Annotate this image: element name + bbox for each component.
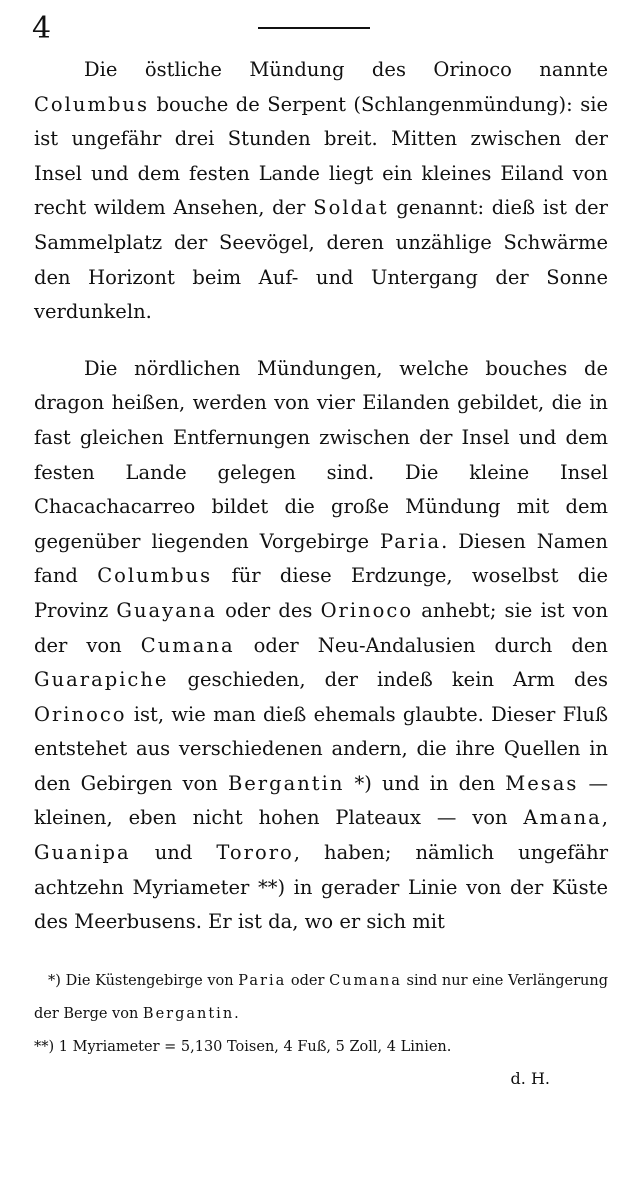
paragraph-2-text-8: ist, wie man dieß ehemals glaubte. Dieser Fluß entstehet aus verschiedenen andern, die ihre Quellen in den Gebirgen von (34, 702, 608, 795)
paragraph-2-text-1: Die nördlichen Mündungen, welche bouches de dragon heißen, werden von vier Eilanden gebildet, die in fast gleichen Entfernungen zwischen der Insel und dem festen Lande gelegen sind. Die kleine Insel Chacachacarreo bildet die große Mündung mit dem gegenüber liegenden Vorgebirge (34, 356, 608, 553)
paragraph-1-name-columbus: Columbus (34, 92, 149, 116)
paragraph-2-name-bergantin: Bergantin (227, 771, 345, 795)
paragraph-2-name-guarapiche: Guarapiche (34, 668, 169, 692)
paragraph-2-name-guayana: Guayana (116, 598, 218, 622)
paragraph-2-text-3: für diese Erdzunge, woselbst die Provinz (34, 564, 608, 622)
paragraph-2-sep-1: , (601, 806, 608, 830)
paragraph-2-text-7: geschieden, der indeß kein Arm des (168, 668, 608, 692)
footnotes (34, 965, 608, 1094)
body-text (34, 53, 608, 940)
paragraph-2-name-tororo: Tororo (216, 841, 294, 865)
paragraph-1-name-soldat: Soldat (313, 196, 389, 220)
footnote-1-name-bergantin: Bergantin (142, 1006, 235, 1022)
paragraph-2-name-orinoco: Orinoco (320, 598, 414, 622)
footnote-1-text-4: . (234, 1006, 239, 1022)
header-rule (258, 27, 370, 29)
paragraph-2-name-guanipa: Guanipa (34, 841, 131, 865)
footnote-signature: d. H. (510, 1069, 550, 1088)
paragraph-2-name-mesas: Mesas (505, 771, 579, 795)
paragraph-2-sep-2: und (130, 841, 217, 865)
paragraph-2-text-9: *) und in den (344, 771, 506, 795)
paragraph-2-name-paria: Paria (380, 529, 442, 553)
page-number: 4 (32, 11, 52, 46)
footnote-1-name-paria: Paria (238, 973, 287, 989)
paragraph-2-name-columbus: Columbus (97, 564, 213, 588)
footnote-1-text-1: *) Die Küstengebirge von (48, 973, 239, 989)
paragraph-1-text-3: genannt: dieß ist der Sammelplatz der Seevögel, deren unzählige Schwärme den Horizont beim Auf- und Untergang der Sonne verdunkeln. (34, 196, 608, 324)
paragraph-2-name-cumana: Cumana (140, 633, 235, 657)
paragraph-2 (34, 352, 608, 940)
paragraph-2-text-5: anhebt; sie ist von der von (34, 598, 608, 657)
paragraph-2-text-10: — kleinen, eben nicht hohen Plateaux — von (34, 771, 609, 830)
footnote-1-name-cumana: Cumana (329, 973, 402, 989)
footnote-1 (34, 965, 608, 1031)
paragraph-2-text-6: oder Neu-Andalusien durch den (234, 633, 608, 657)
paragraph-2-name-amana: Amana (523, 806, 602, 830)
paragraph-2-name-orinoco-2: Orinoco (34, 702, 127, 726)
paragraph-2-text-11: , haben; nämlich ungefähr achtzehn Myriameter **) in gerader Linie von der Küste des Meerbusens. Er ist da, wo er sich mit (34, 841, 609, 934)
paragraph-2-text-2: . Diesen Namen fand (34, 529, 608, 588)
paragraph-1-text-1: Die östliche Mündung des Orinoco nannte (84, 58, 608, 81)
footnote-2: **) 1 Myriameter = 5,130 Toisen, 4 Fuß, 5 Zoll, 4 Linien. (34, 1039, 452, 1055)
paragraph-2-text-4: oder des (217, 598, 321, 622)
paragraph-1-text-2: bouche de Serpent (Schlangenmündung): sie ist ungefähr drei Stunden breit. Mitten zwischen der Insel und dem festen Lande liegt ein kleines Eiland von recht wildem Ansehen, der (34, 92, 608, 220)
paragraph-1 (34, 53, 608, 330)
footnote-1-text-2: oder (286, 973, 330, 989)
footnote-1-text-3: sind nur eine Verlängerung der Berge von (34, 973, 608, 1022)
